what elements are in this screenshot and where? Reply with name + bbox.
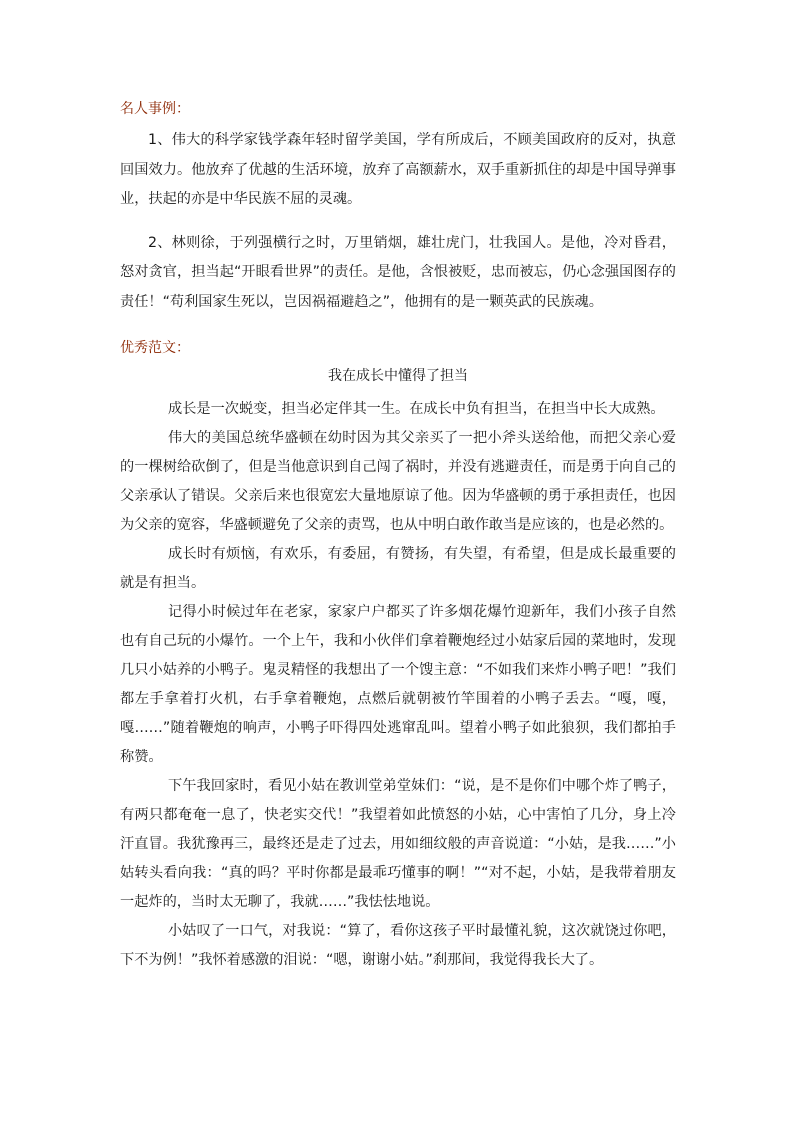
essay-paragraph-6: 小姑叹了一口气，对我说：“算了，看你这孩子平时最懂礼貌，这次就饶过你吧，下不为例！”我怀着感激的泪说：“嗯，谢谢小姑。”刹那间，我觉得我长大了。 (120, 923, 676, 968)
example-item-2: 2、林则徐，于列强横行之时，万里销烟，雄壮虎门，壮我国人。是他，冷对昏君，怒对贪官，担当起“开眼看世界”的责任。是他，含恨被贬，忠而被忘，仍心念强国图存的责任！“苟利国家生死以，岂因祸福避趋之”，他拥有的是一颗英武的民族魂。 (120, 234, 676, 310)
essay-heading: 优秀范文： (120, 340, 190, 356)
essay-paragraph-4: 记得小时候过年在老家，家家户户都买了许多烟花爆竹迎新年，我们小孩子自然也有自己玩的小爆竹。一个上午，我和小伙伴们拿着鞭炮经过小姑家后园的菜地时，发现几只小姑养的小鸭子。鬼灵精怪的我想出了一个馊主意：“不如我们来炸小鸭子吧！”我们都左手拿着打火机，右手拿着鞭炮，点燃后就朝被竹竿围着的小鸭子丢去。“嘎，嘎，嘎……”随着鞭炮的响声，小鸭子吓得四处逃窜乱叫。望着小鸭子如此狼狈，我们都拍手称赞。 (120, 604, 676, 765)
spacer (120, 215, 676, 229)
essay-paragraph-1: 成长是一次蜕变，担当必定伴其一生。在成长中负有担当，在担当中长大成熟。 (168, 401, 665, 417)
document-page (120, 98, 676, 975)
spacer (120, 317, 676, 337)
essay-paragraph-2: 伟大的美国总统华盛顿在幼时因为其父亲买了一把小斧头送给他，而把父亲心爱的一棵树给砍倒了，但是当他意识到自己闯了祸时，并没有逃避责任，而是勇于向自己的父亲承认了错误。父亲后来也很宽宏大量地原谅了他。因为华盛顿的勇于承担责任，也因为父亲的宽容，华盛顿避免了父亲的责骂，也从中明白敢作敢当是应该的，也是必然的。 (120, 430, 676, 533)
example-item-1: 1、伟大的科学家钱学森年轻时留学美国，学有所成后，不顾美国政府的反对，执意回国效力。他放弃了优越的生活环境，放弃了高额薪水，双手重新抓住的却是中国导弹事业，扶起的亦是中华民族不屈的灵魂。 (120, 132, 676, 207)
essay-title: 我在成长中懂得了担当 (328, 368, 468, 384)
essay-paragraph-5: 下午我回家时，看见小姑在教训堂弟堂妹们：“说，是不是你们中哪个炸了鸭子，有两只都奄奄一息了，快老实交代！”我望着如此愤怒的小姑，心中害怕了几分，身上冷汗直冒。我犹豫再三，最终还是走了过去，用如细纹般的声音说道：“小姑，是我……”小姑转头看向我：“真的吗？平时你都是最乖巧懂事的啊！”“对不起，小姑，是我带着朋友一起炸的，当时太无聊了，我就……”我怯怯地说。 (120, 778, 676, 910)
essay-paragraph-3: 成长时有烦恼，有欢乐，有委屈，有赞扬，有失望，有希望，但是成长最重要的就是有担当。 (120, 546, 676, 591)
essay-body (120, 395, 676, 975)
examples-heading: 名人事例： (120, 101, 190, 117)
